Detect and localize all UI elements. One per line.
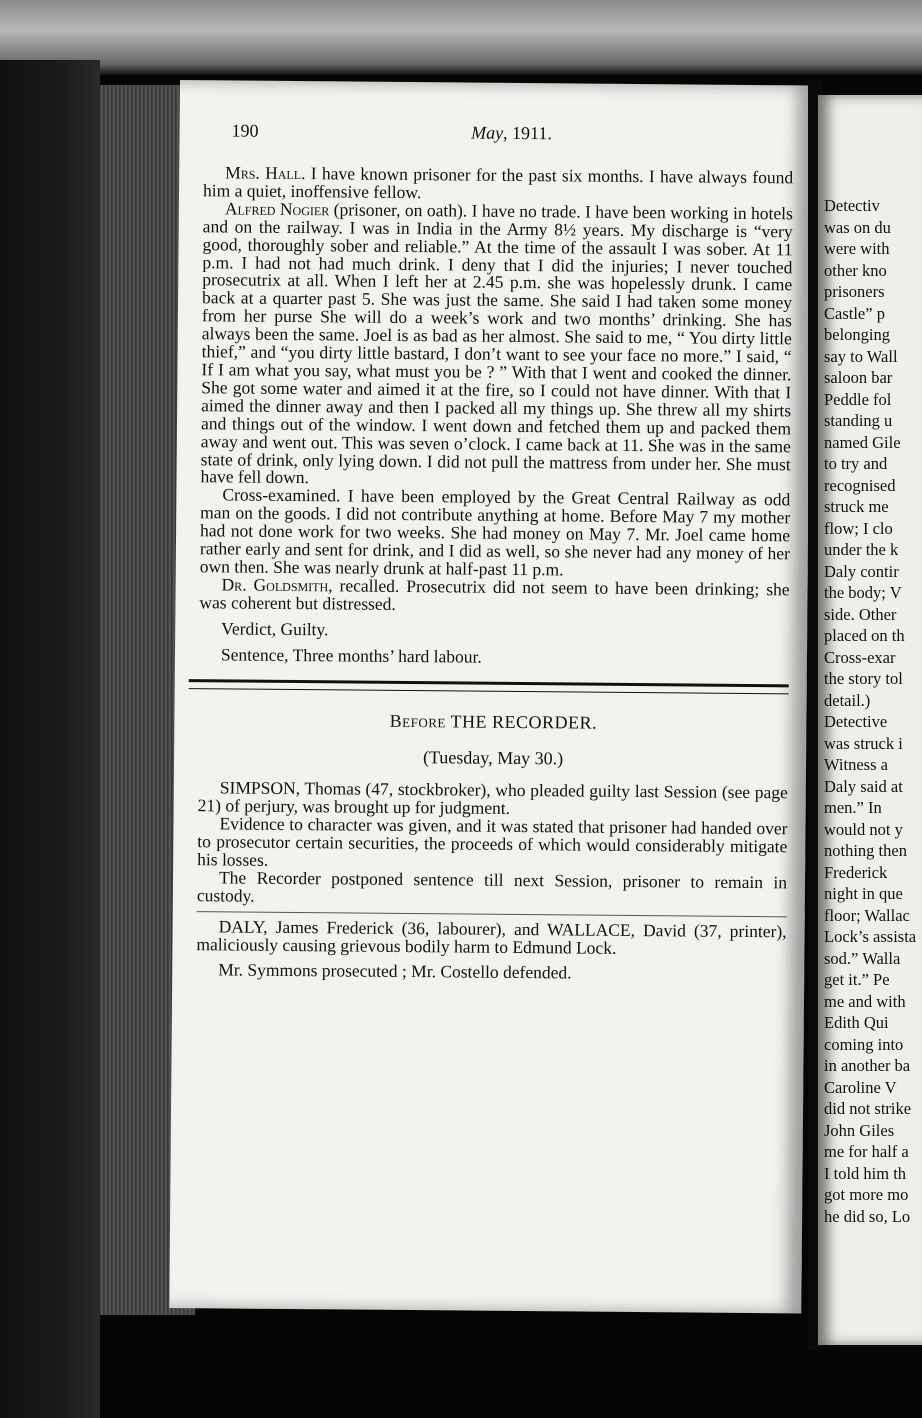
book-page-left — [169, 80, 812, 1313]
right-page-line: recognised — [824, 475, 896, 495]
right-page-line: struck me — [824, 497, 889, 516]
section-before: Before — [389, 711, 446, 732]
testimony-paragraph — [199, 484, 791, 582]
case-text: Evidence to character was given, and it was stated that prisoner had handed over to prosecutor certain securities, the proceeds of which would considerably mitigate his losses. — [197, 813, 788, 870]
case-paragraph: DALY, James Frederick (36, labourer), and WALLACE, David (37, printer), maliciously causing grievous bodily harm to Edmund Lock. — [196, 915, 787, 958]
case-daly-wallace — [196, 915, 787, 985]
right-page-line: coming into — [824, 1034, 904, 1054]
right-page-column — [824, 195, 922, 1227]
right-page-line: Detective — [824, 712, 888, 731]
page-header — [231, 120, 791, 155]
defendant-names: SIMPSON, Thomas — [219, 777, 361, 799]
session-date: (Tuesday, May 30.) — [422, 747, 564, 769]
right-page-line: saloon bar — [824, 368, 893, 387]
right-page-line: belonging — [824, 325, 890, 344]
right-page-line: Frederick — [824, 862, 888, 882]
right-page-line: were with — [824, 239, 890, 258]
page-body — [196, 164, 793, 984]
testimony-text: I have known prisoner for the past six months. I have always found him a quiet, inoffensive fellow. — [202, 163, 794, 203]
testimony-text: Cross-examined. I have been employed by the Great Central Railway as odd man on the goods. I did not contribute anything at home. Before May 7 my mother had not done work for two weeks. She had money on May 7. Mr. Joel came home rather early and sent for drink, and I did as well, so she never had any money of her own then. She was nearly drunk at half-past 11 p.m. — [199, 484, 791, 580]
right-page-line: get it.” Pe — [824, 970, 890, 989]
right-page-line: me for half a — [824, 1142, 909, 1161]
right-page-line: did not strike — [824, 1099, 912, 1118]
right-page-line: the story tol — [824, 669, 903, 688]
verdict: Verdict, Guilty. — [221, 618, 329, 639]
speaker-name: Dr. Goldsmith, — [221, 574, 333, 596]
right-page-line: prisoners — [824, 282, 885, 301]
case-text: (47, stockbroker), who pleaded guilty last Session (see page 21) of perjury, was brought up for judgment. — [197, 778, 788, 819]
right-page-line: he did so, Lo — [824, 1206, 911, 1226]
right-page-line: was on du — [824, 217, 891, 237]
right-page-line: floor; Wallac — [824, 905, 910, 925]
right-page-line: Peddle fol — [824, 389, 892, 409]
case-paragraph — [197, 869, 787, 910]
right-page-line: under the k — [824, 540, 899, 559]
sentence: Sentence, Three months’ hard labour. — [220, 643, 482, 667]
right-page-line: John Giles — [824, 1120, 895, 1140]
right-page-line: Edith Qui — [824, 1013, 889, 1032]
testimony-text: (prisoner, on oath). I have no trade. I have been working in hotels and on the railway. I was in India in the Army 8½ years. My discharge is “very good, thoroughly sober and reliable.” At the time of the assault I was sober. At 11 p.m. I had not had much drink. I deny that I did the injuries; I never touched prosecutrix at all. When I left her at 2.45 p.m. she was hopelessly drunk. I came back at a quarter past 5. She was just the same. She said I had taken some money from her purse She will do a week’s work and two months’ drinking. She has always been the same. Joel is as bad as her almost. She said to me, “ You dirty little thief,” and “you dirty little bastard, I don’t want to see your face no more.” I said, “ If I am what you say, what must you be ? ” With that I went and cooked the dinner. She got some water and aimed it at the fire, so I could not have dinner. With that I aimed the dinner away and then I packed all my things up. She threw all my shirts and things out of the window. I went down and fetched them up and packed them away and went out. This was seven o’clock. I came back at 11. She was in the same state of drink, only lying down. I did not pull the mattress from under her. She must have fell down. — [200, 199, 793, 488]
running-head-year: , 1911. — [503, 122, 553, 144]
right-page-line: sod.” Walla — [824, 948, 901, 968]
testimony-text: recalled. Prosecutrix did not seem to have been drinking; she was coherent but distressed. — [199, 575, 790, 614]
case-paragraph — [197, 815, 787, 874]
section-court: THE RECORDER. — [450, 711, 598, 734]
running-head-month: May — [471, 122, 504, 143]
right-page-line: named Gile — [824, 432, 901, 452]
right-page-line: Castle” p — [824, 303, 885, 323]
right-page-line: Witness a — [824, 755, 888, 774]
right-page-line: me and with — [824, 991, 906, 1011]
right-page-line: night in que — [824, 884, 903, 903]
right-page-line: Caroline V — [824, 1077, 897, 1097]
testimony-paragraph — [200, 200, 792, 492]
right-page-line: flow; I clo — [824, 518, 893, 538]
book-page-right — [818, 95, 922, 1345]
section-divider — [189, 680, 789, 695]
running-head — [231, 120, 791, 146]
right-page-line: Daly said at — [824, 776, 903, 796]
right-page-line: nothing then — [824, 841, 907, 860]
page-number: 190 — [231, 120, 259, 141]
right-page-line: men.” In — [824, 798, 882, 817]
right-page-line: the body; V — [824, 583, 902, 602]
right-page-line: to try and — [824, 454, 888, 473]
speaker-name: Mrs. Hall. — [225, 162, 306, 184]
right-page-line: Detectiv — [824, 196, 880, 215]
testimony-paragraph — [199, 576, 789, 617]
section-heading — [198, 712, 788, 735]
right-page-line: Cross-exar — [824, 647, 896, 667]
counsel-line: Mr. Symmons prosecuted ; Mr. Costello defended. — [218, 959, 572, 983]
book-binding-left — [0, 60, 100, 1418]
right-page-line: Lock’s assista — [824, 927, 917, 946]
right-page-line: other kno — [824, 260, 887, 280]
right-page-line: detail.) — [824, 690, 871, 710]
right-page-line: say to Wall — [824, 346, 898, 366]
right-page-line: side. Other — [824, 604, 897, 624]
speaker-name: Alfred Nogier — [224, 198, 330, 220]
case-text: The Recorder postponed sentence till next Session, prisoner to remain in custody. — [196, 867, 788, 906]
right-page-line: was struck i — [824, 733, 903, 753]
right-page-line: in another ba — [824, 1056, 911, 1075]
right-page-line: I told him th — [824, 1163, 907, 1183]
right-page-line: got more mo — [824, 1185, 909, 1204]
right-page-line: placed on th — [824, 626, 905, 645]
right-page-line: Daly contir — [824, 561, 899, 581]
right-page-line: standing u — [824, 411, 893, 430]
scan-background-top — [0, 0, 922, 75]
right-page-line: would not y — [824, 819, 903, 839]
case-simpson — [197, 779, 788, 909]
